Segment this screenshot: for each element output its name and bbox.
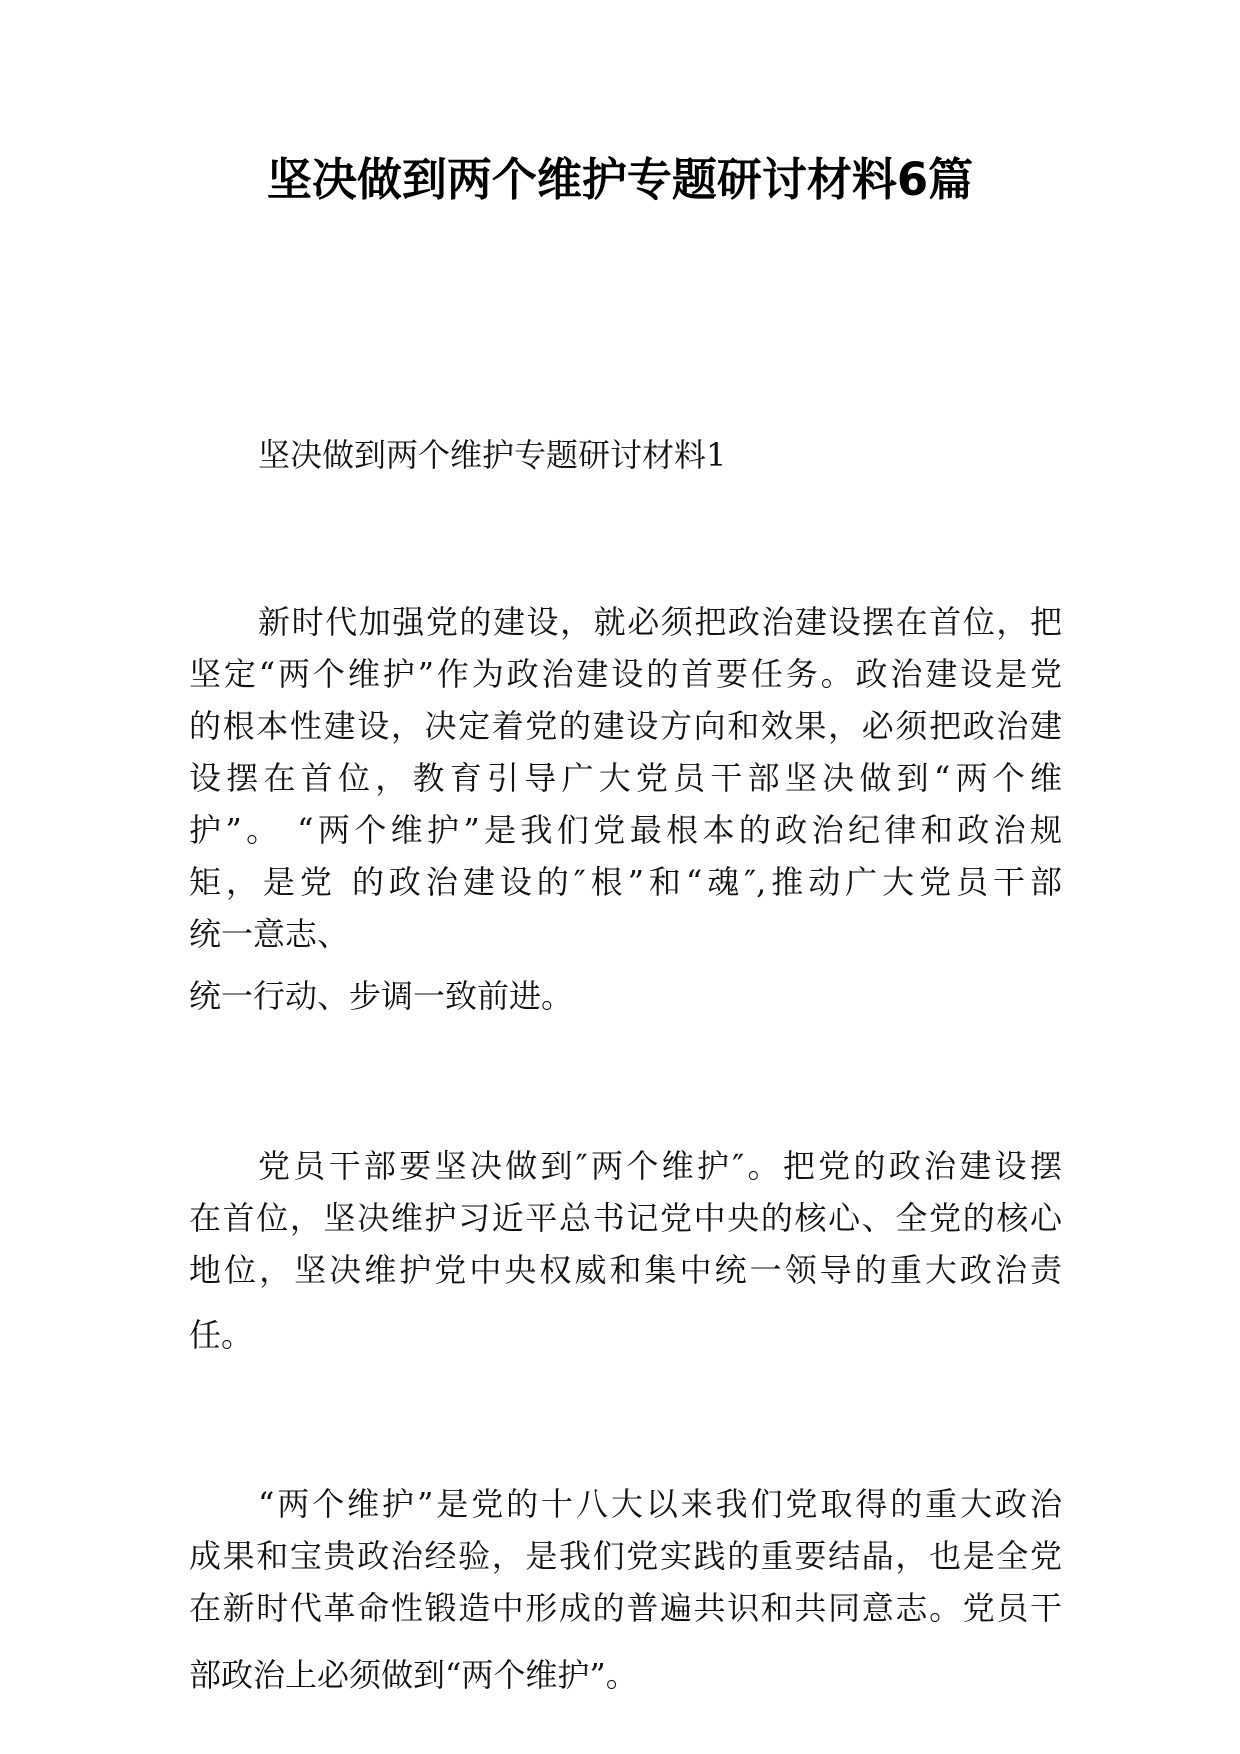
paragraph-line: 在首位，坚决维护习近平总书记党中央的核心、全党的核心 bbox=[189, 1199, 1062, 1237]
paragraph-1 bbox=[189, 596, 1062, 1022]
paragraph-line: 矩，是党 的政治建设的″根”和“魂″,推动广大党员干部 bbox=[189, 863, 1062, 901]
paragraph-line: 新时代加强党的建设，就必须把政治建设摆在首位，把 bbox=[258, 603, 1062, 641]
paragraph-line: “两个维护”是党的十八大以来我们党取得的重大政治 bbox=[258, 1485, 1062, 1523]
paragraph-line: 成果和宝贵政治经验，是我们党实践的重要结晶，也是全党 bbox=[189, 1537, 1062, 1575]
paragraph-line: 统一行动、步调一致前进。 bbox=[189, 977, 574, 1015]
paragraph-2 bbox=[189, 1140, 1062, 1361]
paragraph-3 bbox=[189, 1478, 1062, 1701]
paragraph-line: 党员干部要坚决做到″两个维护″。把党的政治建设摆 bbox=[258, 1147, 1062, 1185]
paragraph-line: 统一意志、 bbox=[189, 915, 350, 953]
paragraph-line: 坚定“两个维护”作为政治建设的首要任务。政治建设是党 bbox=[189, 655, 1062, 693]
section-heading: 坚决做到两个维护专题研讨材料1 bbox=[258, 436, 727, 474]
paragraph-line: 在新时代革命性锻造中形成的普遍共识和共同意志。党员干 bbox=[189, 1589, 1062, 1627]
paragraph-line: 护”。 “两个维护”是我们党最根本的政治纪律和政治规 bbox=[189, 811, 1062, 849]
paragraph-line: 任。 bbox=[189, 1316, 254, 1354]
paragraph-line: 地位，坚决维护党中央权威和集中统一领导的重大政治责 bbox=[189, 1251, 1062, 1289]
paragraph-line: 部政治上必须做到“两个维护”。 bbox=[189, 1656, 638, 1694]
document-title: 坚决做到两个维护专题研讨材料6篇 bbox=[266, 153, 974, 206]
paragraph-line: 的根本性建设，决定着党的建设方向和效果，必须把政治建 bbox=[189, 707, 1062, 745]
paragraph-line: 设摆在首位，教育引导广大党员干部坚决做到“两个维 bbox=[189, 759, 1062, 797]
